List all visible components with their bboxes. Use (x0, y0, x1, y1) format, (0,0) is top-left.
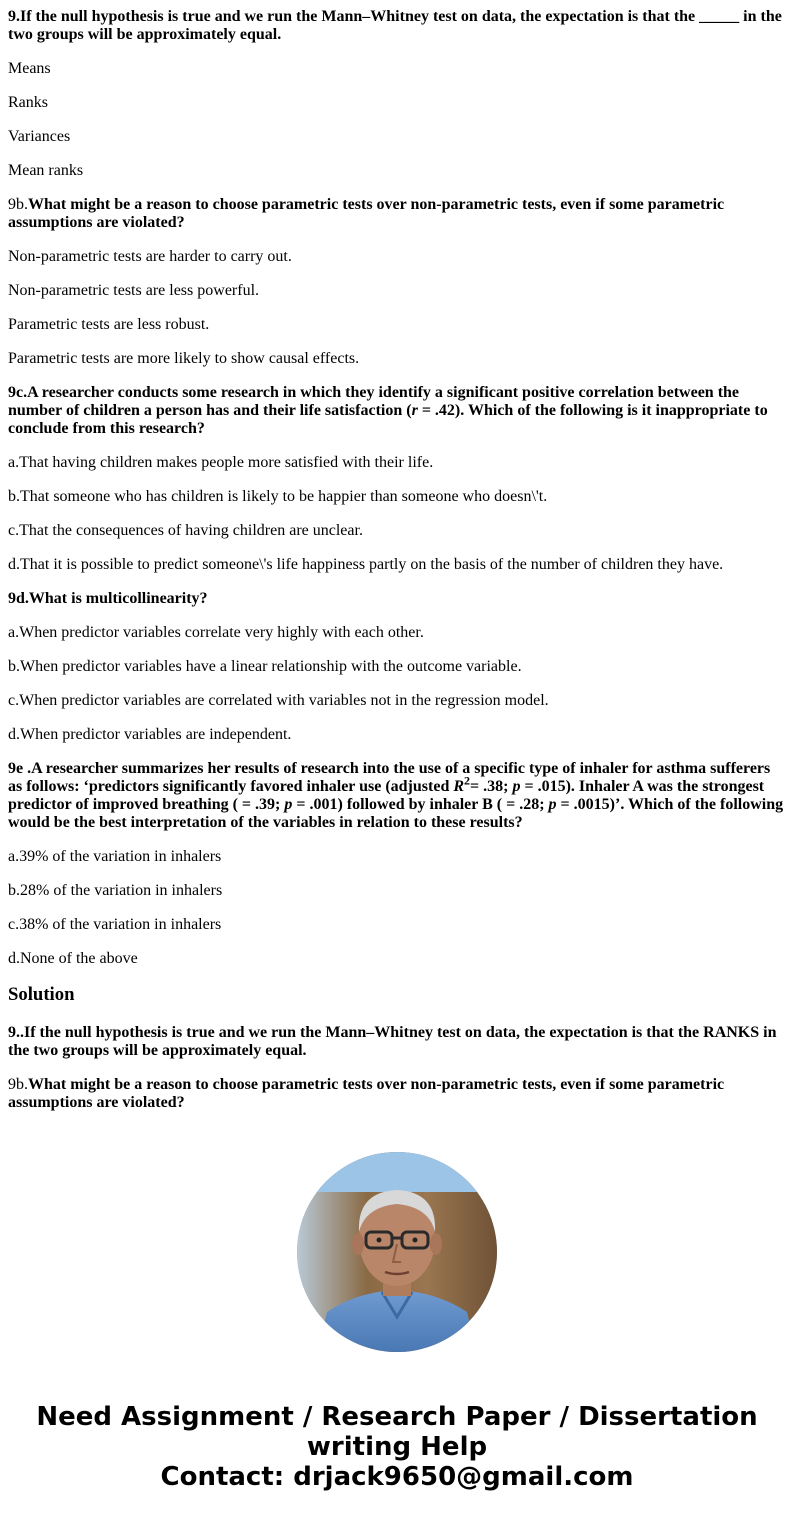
question-9c-option: d.That it is possible to predict someone\'s life happiness partly on the basis of the number of children they have. (8, 556, 724, 573)
promo-banner (0, 1402, 794, 1492)
question-9-option: Ranks (8, 94, 48, 111)
promo-banner-contact: Contact: drjack9650@gmail.com (160, 1462, 634, 1492)
question-9b-prefix: 9b. (8, 196, 28, 213)
question-9d-option: d.When predictor variables are independent. (8, 726, 292, 743)
question-9d-option: a.When predictor variables correlate very highly with each other. (8, 624, 424, 641)
question-9b-option: Non-parametric tests are less powerful. (8, 282, 260, 299)
question-9e-prompt: 9e .A researcher summarizes her results of research into the use of a specific type of inhaler for asthma sufferers as follows: ‘predictors significantly favored inhaler use (adjusted $R^2= .38$; p = .015). Inhaler A was the strongest predictor of improved breathing ( = .39; p = .001) followed by inhaler B ( = .28; p = .0015)’. Which of the following would be the best interpretation of the variables in relation to these results? (8, 760, 784, 831)
question-9d-prompt: 9d.What is multicollinearity? (8, 590, 208, 607)
question-9e-option: c.38% of the variation in inhalers (8, 916, 222, 933)
question-9b-prompt: What might be a reason to choose parametric tests over non-parametric tests, even if some parametric assumptions are violated? (8, 196, 725, 231)
question-9c-option: b.That someone who has children is likely to be happier than someone who doesn\'t. (8, 488, 548, 505)
question-9-prompt: 9.If the null hypothesis is true and we run the Mann–Whitney test on data, the expectation is that the _____ in the two groups will be approximately equal. (8, 8, 782, 43)
question-9d-option: b.When predictor variables have a linear relationship with the outcome variable. (8, 658, 522, 675)
question-9c-option: a.That having children makes people more satisfied with their life. (8, 454, 434, 471)
solution-answer-9b: 9b.What might be a reason to choose parametric tests over non-parametric tests, even if some parametric assumptions are violated? (8, 1076, 725, 1111)
question-9e-option: d.None of the above (8, 950, 138, 967)
question-9d-option: c.When predictor variables are correlated with variables not in the regression model. (8, 692, 549, 709)
question-9c-prompt: 9c.A researcher conducts some research in which they identify a significant positive correlation between the number of children a person has and their life satisfaction (r = .42). Which of the following is it inappropriate to conclude from this research? (8, 384, 768, 437)
question-9c-option: c.That the consequences of having children are unclear. (8, 522, 363, 539)
question-9-option: Mean ranks (8, 162, 84, 179)
question-9b-option: Non-parametric tests are harder to carry out. (8, 248, 292, 265)
question-9b-option: Parametric tests are more likely to show causal effects. (8, 350, 360, 367)
promo-banner-line-1: Need Assignment / Research Paper / Dissertation (36, 1402, 758, 1432)
question-9b-option: Parametric tests are less robust. (8, 316, 210, 333)
question-9e-option: a.39% of the variation in inhalers (8, 848, 222, 865)
author-avatar (297, 1152, 497, 1352)
question-9b (8, 196, 786, 232)
promo-banner-line-2: writing Help (306, 1432, 488, 1462)
question-9-option: Means (8, 60, 51, 77)
author-portrait-image (297, 1152, 497, 1352)
question-9-option: Variances (8, 128, 71, 145)
solution-answer-9: 9..If the null hypothesis is true and we run the Mann–Whitney test on data, the expectation is that the RANKS in the two groups will be approximately equal. (8, 1024, 777, 1059)
question-9e-option: b.28% of the variation in inhalers (8, 882, 223, 899)
solution-heading: Solution (8, 984, 75, 1005)
